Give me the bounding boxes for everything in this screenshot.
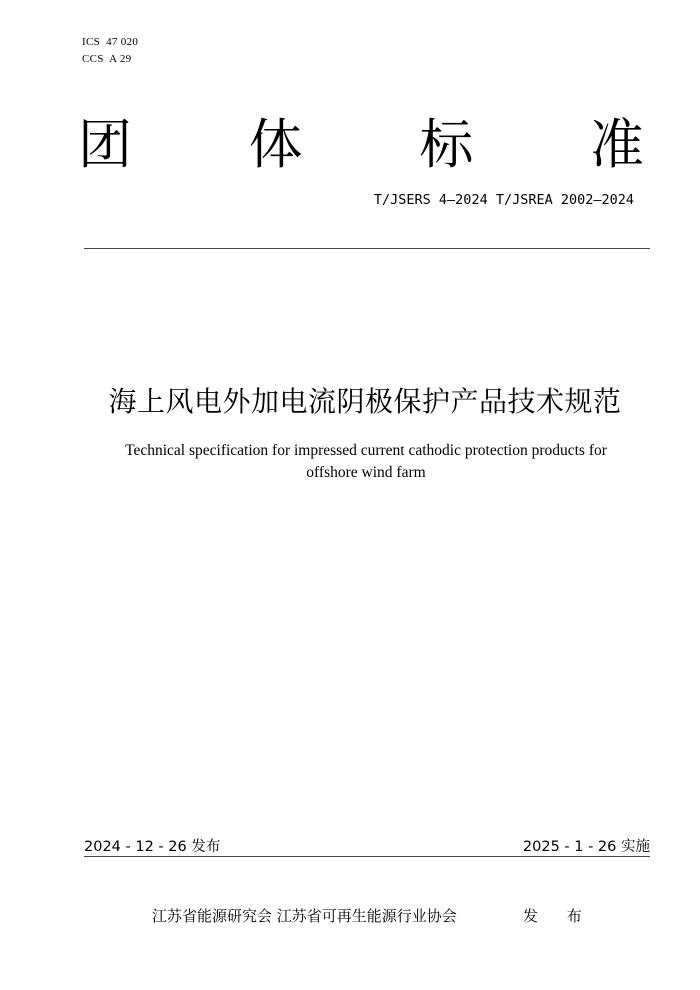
publisher-names: 江苏省能源研究会 江苏省可再生能源行业协会 — [152, 907, 457, 925]
issue-date: 2024 - 12 - 26 发布 — [84, 839, 221, 855]
standard-type-char: 标 — [419, 113, 474, 176]
standard-type-char: 体 — [248, 113, 303, 176]
standard-type-char: 准 — [589, 113, 644, 176]
document-title-english — [100, 440, 632, 484]
ics-code: ICS 47 020 — [82, 36, 139, 48]
standard-type-heading — [78, 112, 644, 178]
document-title-chinese: 海上风电外加电流阴极保护产品技术规范 — [108, 385, 622, 418]
standard-number: T/JSERS 4—2024 T/JSREA 2002—2024 — [373, 192, 634, 208]
top-divider — [84, 248, 650, 249]
standard-type-char: 团 — [78, 113, 132, 176]
classification-codes — [82, 34, 138, 68]
effective-date: 2025 - 1 - 26 实施 — [522, 839, 650, 855]
title-english-line: offshore wind farm — [306, 464, 426, 481]
bottom-divider — [84, 856, 650, 857]
title-english-line: Technical specification for impressed current cathodic protection products for — [125, 442, 607, 459]
ccs-code: CCS A 29 — [82, 53, 132, 65]
publish-label: 发 布 — [523, 907, 594, 925]
